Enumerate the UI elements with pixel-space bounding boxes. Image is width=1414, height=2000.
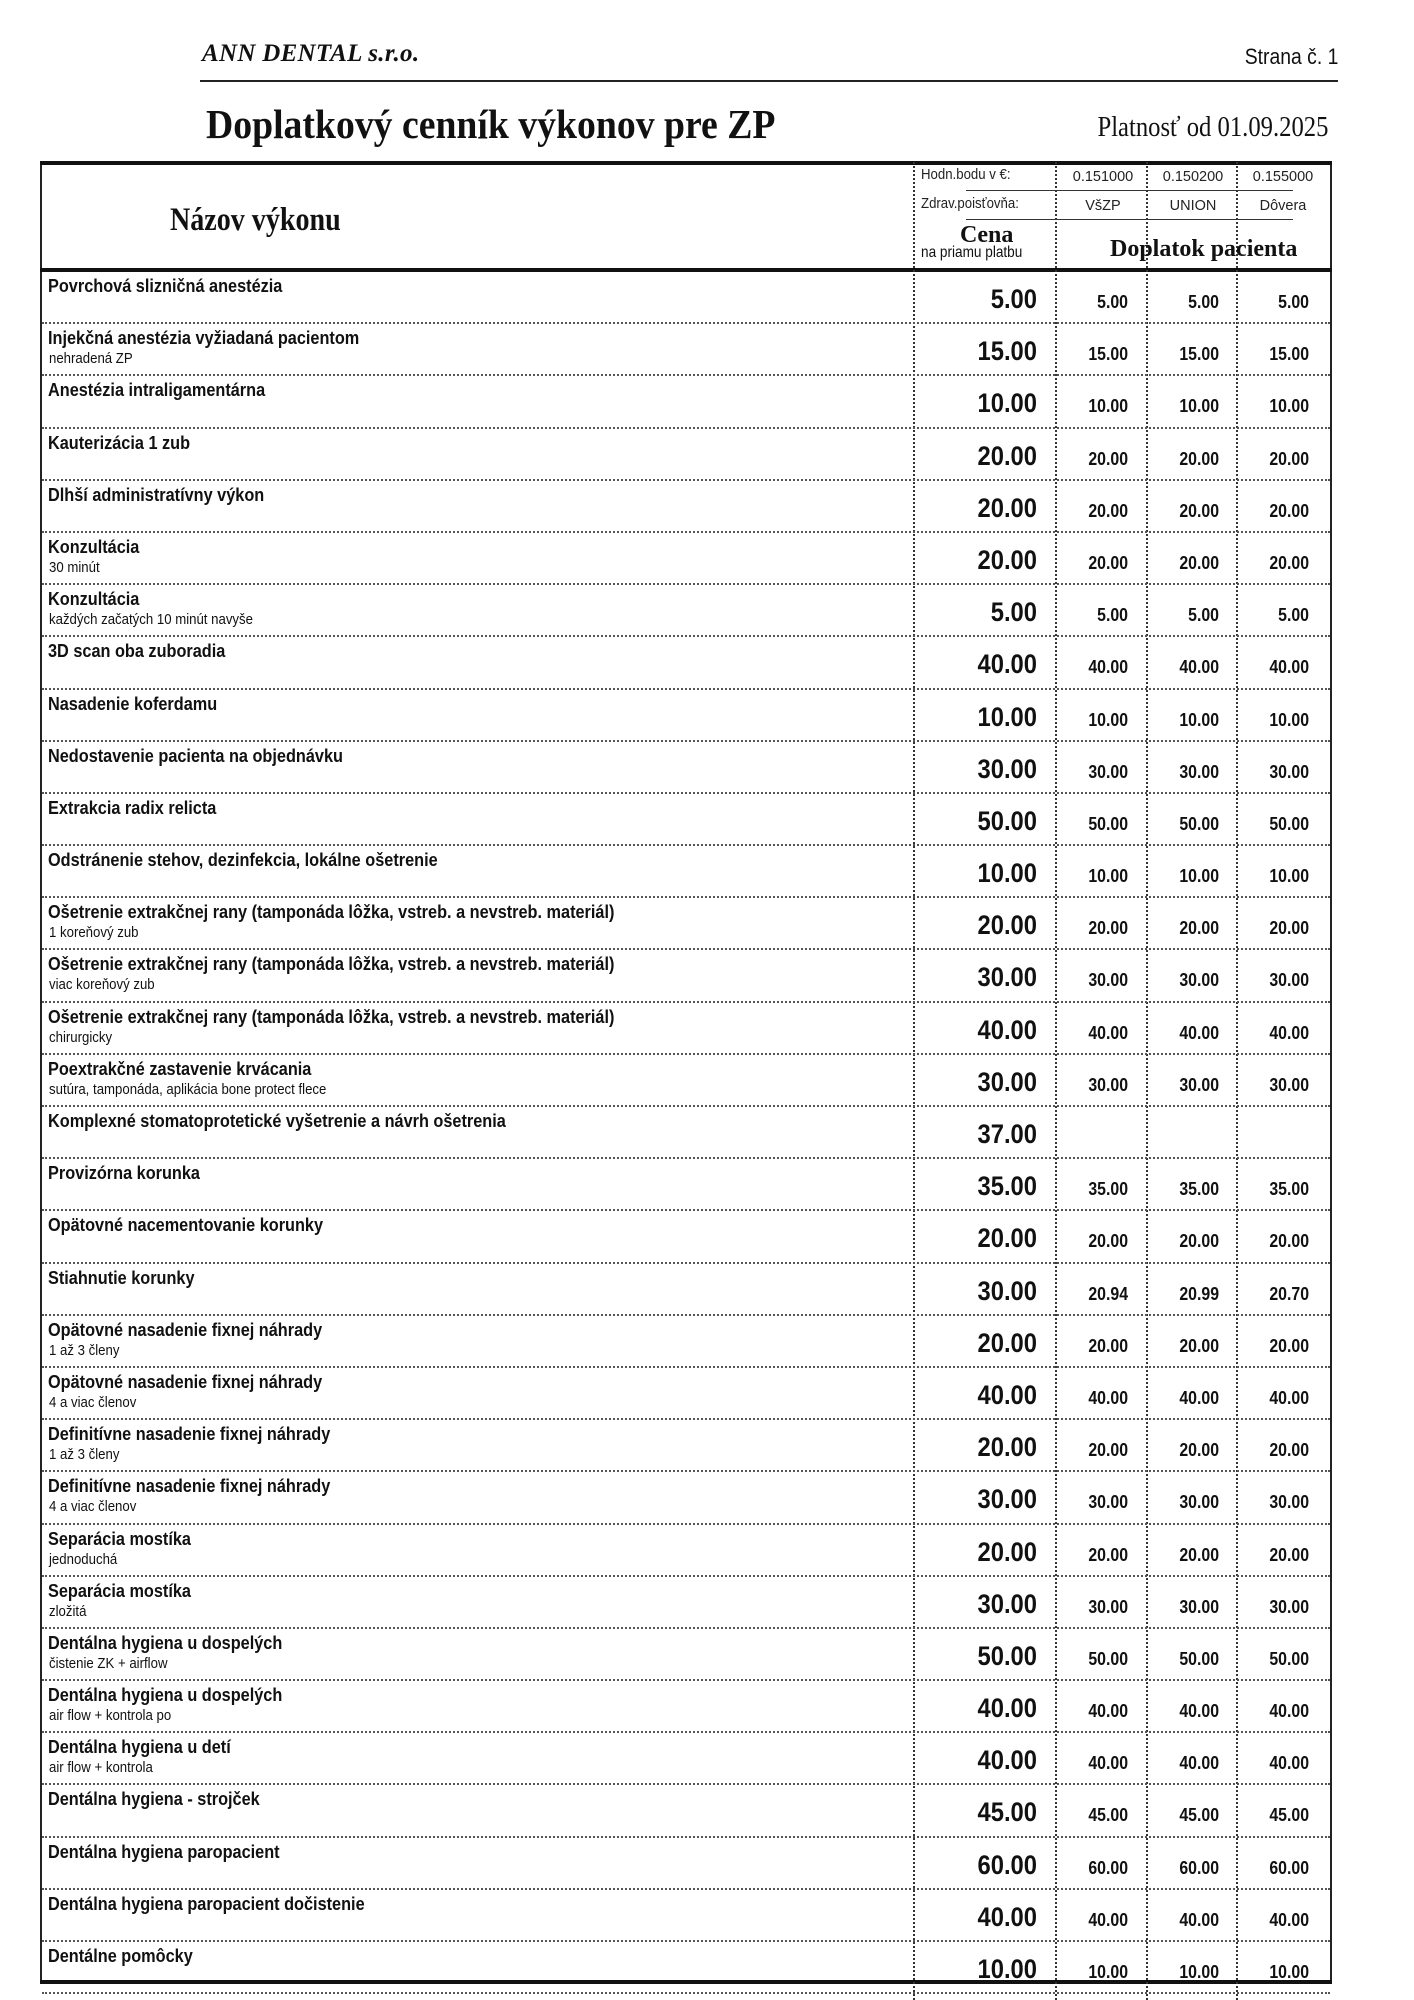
service-note: 1 až 3 členy bbox=[49, 1341, 120, 1359]
copay-dovera: 20.00 bbox=[1269, 500, 1309, 521]
table-row bbox=[42, 1107, 1330, 1159]
copay-vszp: 20.94 bbox=[1088, 1283, 1128, 1304]
service-name: Dentálna hygiena - strojček bbox=[48, 1788, 260, 1810]
copay-union: 20.00 bbox=[1179, 1440, 1219, 1461]
service-name: Opätovné nasadenie fixnej náhrady bbox=[48, 1370, 323, 1392]
validity-date: Platnosť od 01.09.2025 bbox=[1097, 112, 1328, 143]
direct-price: 60.00 bbox=[977, 1849, 1037, 1880]
service-name: Injekčná anestézia vyžiadaná pacientom bbox=[48, 327, 360, 349]
direct-price: 30.00 bbox=[977, 1275, 1037, 1306]
copay-union: 20.99 bbox=[1179, 1283, 1219, 1304]
copay-dovera: 5.00 bbox=[1278, 605, 1309, 626]
copay-dovera: 40.00 bbox=[1269, 1909, 1309, 1930]
direct-price: 20.00 bbox=[977, 544, 1037, 575]
copay-union: 20.00 bbox=[1179, 1231, 1219, 1252]
direct-price: 20.00 bbox=[977, 492, 1037, 523]
service-name: Separácia mostíka bbox=[48, 1527, 191, 1549]
direct-price: 45.00 bbox=[977, 1797, 1037, 1828]
service-note: 30 minút bbox=[49, 558, 100, 576]
page-number: Strana č. 1 bbox=[1244, 44, 1338, 69]
copay-dovera: 45.00 bbox=[1269, 1805, 1309, 1826]
copay-union: 30.00 bbox=[1179, 761, 1219, 782]
direct-price: 10.00 bbox=[977, 388, 1037, 419]
direct-price: 5.00 bbox=[990, 597, 1037, 628]
service-name: Ošetrenie extrakčnej rany (tamponáda lôžka, vstreb. a nevstreb. materiál) bbox=[48, 953, 615, 975]
column-header-name: Názov výkonu bbox=[170, 202, 341, 238]
copay-dovera: 20.00 bbox=[1269, 1544, 1309, 1565]
copay-vszp: 30.00 bbox=[1088, 761, 1128, 782]
table-body bbox=[42, 272, 1330, 1994]
service-name: Komplexné stomatoprotetické vyšetrenie a návrh ošetrenia bbox=[48, 1110, 506, 1131]
direct-price: 30.00 bbox=[977, 753, 1037, 784]
table-row bbox=[42, 1577, 1330, 1629]
table-row bbox=[42, 898, 1330, 950]
copay-vszp: 15.00 bbox=[1088, 344, 1128, 365]
table-row bbox=[42, 950, 1330, 1002]
copay-vszp: 40.00 bbox=[1088, 1753, 1128, 1774]
service-note: air flow + kontrola bbox=[49, 1759, 153, 1777]
copay-dovera: 40.00 bbox=[1269, 657, 1309, 678]
service-name: Konzultácia bbox=[48, 535, 140, 557]
copay-union: 20.00 bbox=[1179, 448, 1219, 469]
service-note: 1 až 3 členy bbox=[49, 1446, 120, 1464]
copay-vszp: 35.00 bbox=[1088, 1179, 1128, 1200]
table-row bbox=[42, 272, 1330, 324]
vszp-insurer: VšZP bbox=[1085, 198, 1121, 214]
direct-price: 5.00 bbox=[990, 284, 1037, 314]
direct-price: 20.00 bbox=[977, 1327, 1037, 1358]
copay-union: 5.00 bbox=[1188, 292, 1219, 312]
copay-vszp: 60.00 bbox=[1088, 1857, 1128, 1878]
service-name: Dentálna hygiena u dospelých bbox=[48, 1631, 283, 1653]
table-row bbox=[42, 1211, 1330, 1263]
table-row bbox=[42, 1785, 1330, 1837]
copay-dovera: 50.00 bbox=[1269, 1648, 1309, 1669]
copay-vszp: 5.00 bbox=[1097, 605, 1128, 626]
direct-price: 30.00 bbox=[977, 962, 1037, 993]
service-name: 3D scan oba zuboradia bbox=[48, 640, 226, 662]
copay-dovera: 40.00 bbox=[1269, 1701, 1309, 1722]
direct-price: 40.00 bbox=[977, 1014, 1037, 1045]
copay-dovera: 40.00 bbox=[1269, 1753, 1309, 1774]
copay-vszp: 10.00 bbox=[1088, 396, 1128, 417]
service-note: chirurgicky bbox=[49, 1028, 113, 1046]
union-insurer: UNION bbox=[1169, 198, 1217, 214]
service-name: Stiahnutie korunky bbox=[48, 1266, 195, 1288]
copay-union: 5.00 bbox=[1188, 605, 1219, 626]
copay-dovera: 30.00 bbox=[1269, 761, 1309, 782]
service-note: jednoduchá bbox=[49, 1550, 118, 1568]
copay-vszp: 30.00 bbox=[1088, 1596, 1128, 1617]
copay-union: 30.00 bbox=[1179, 1074, 1219, 1095]
copay-vszp: 5.00 bbox=[1097, 292, 1128, 312]
table-row bbox=[42, 1055, 1330, 1107]
table-row bbox=[42, 794, 1330, 846]
table-row bbox=[42, 690, 1330, 742]
copay-vszp: 40.00 bbox=[1088, 1909, 1128, 1930]
table-row bbox=[42, 1003, 1330, 1055]
service-name: Dentálna hygiena paropacient bbox=[48, 1840, 280, 1862]
service-name: Nasadenie koferdamu bbox=[48, 692, 218, 714]
table-row bbox=[42, 1942, 1330, 1994]
copay-union: 10.00 bbox=[1179, 866, 1219, 887]
copay-union: 10.00 bbox=[1179, 709, 1219, 730]
copay-vszp: 30.00 bbox=[1088, 1492, 1128, 1513]
copay-vszp: 20.00 bbox=[1088, 1335, 1128, 1356]
service-name: Nedostavenie pacienta na objednávku bbox=[48, 744, 343, 766]
direct-price: 40.00 bbox=[977, 649, 1037, 680]
service-name: Definitívne nasadenie fixnej náhrady bbox=[48, 1475, 331, 1497]
direct-price: 10.00 bbox=[977, 701, 1037, 732]
table-row bbox=[42, 1629, 1330, 1681]
copay-dovera: 20.00 bbox=[1269, 1231, 1309, 1252]
service-name: Opätovné nasadenie fixnej náhrady bbox=[48, 1318, 323, 1340]
direct-price: 20.00 bbox=[977, 440, 1037, 471]
point-value-label: Hodn.bodu v €: bbox=[921, 166, 1011, 183]
copay-union: 40.00 bbox=[1179, 1387, 1219, 1408]
copay-union: 20.00 bbox=[1179, 1335, 1219, 1356]
direct-price: 40.00 bbox=[977, 1901, 1037, 1932]
table-row bbox=[42, 1525, 1330, 1577]
copay-vszp: 40.00 bbox=[1088, 1701, 1128, 1722]
direct-price: 30.00 bbox=[977, 1484, 1037, 1515]
service-note: 4 a viac členov bbox=[49, 1498, 137, 1516]
copay-union: 20.00 bbox=[1179, 552, 1219, 573]
copay-dovera: 20.00 bbox=[1269, 448, 1309, 469]
service-name: Anestézia intraligamentárna bbox=[48, 379, 266, 401]
direct-price: 50.00 bbox=[977, 805, 1037, 836]
service-name: Povrchová slizničná anestézia bbox=[48, 275, 283, 296]
table-row bbox=[42, 1420, 1330, 1472]
table-row bbox=[42, 1472, 1330, 1524]
copay-union: 20.00 bbox=[1179, 500, 1219, 521]
direct-price: 40.00 bbox=[977, 1745, 1037, 1776]
direct-price: 50.00 bbox=[977, 1640, 1037, 1671]
service-note: každých začatých 10 minút navyše bbox=[49, 611, 253, 629]
direct-price: 37.00 bbox=[977, 1119, 1037, 1149]
dovera-insurer: Dôvera bbox=[1259, 198, 1307, 214]
copay-dovera: 20.70 bbox=[1269, 1283, 1309, 1304]
service-name: Definitívne nasadenie fixnej náhrady bbox=[48, 1423, 331, 1445]
insurer-label: Zdrav.poisťovňa: bbox=[921, 195, 1019, 212]
service-note: zložitá bbox=[49, 1602, 87, 1620]
direct-price: 30.00 bbox=[977, 1066, 1037, 1097]
header-underline bbox=[966, 219, 1293, 220]
copay-union: 30.00 bbox=[1179, 1596, 1219, 1617]
service-name: Provizórna korunka bbox=[48, 1162, 200, 1184]
table-row bbox=[42, 481, 1330, 533]
copay-union: 50.00 bbox=[1179, 1648, 1219, 1669]
header-underline bbox=[966, 190, 1293, 191]
copay-vszp: 30.00 bbox=[1088, 970, 1128, 991]
copay-dovera: 30.00 bbox=[1269, 1596, 1309, 1617]
dovera-point-value: 0.155000 bbox=[1252, 169, 1314, 185]
direct-price: 35.00 bbox=[977, 1171, 1037, 1202]
copay-vszp: 20.00 bbox=[1088, 1231, 1128, 1252]
copay-dovera: 50.00 bbox=[1269, 813, 1309, 834]
copay-dovera: 10.00 bbox=[1269, 396, 1309, 417]
copay-vszp: 30.00 bbox=[1088, 1074, 1128, 1095]
table-row bbox=[42, 1733, 1330, 1785]
column-header-copay: Doplatok pacienta bbox=[1110, 236, 1298, 262]
copay-union: 40.00 bbox=[1179, 657, 1219, 678]
copay-union: 40.00 bbox=[1179, 1909, 1219, 1930]
copay-dovera: 10.00 bbox=[1269, 866, 1309, 887]
copay-vszp: 20.00 bbox=[1088, 1440, 1128, 1461]
table-row bbox=[42, 376, 1330, 428]
vszp-point-value: 0.151000 bbox=[1072, 169, 1134, 185]
copay-vszp: 40.00 bbox=[1088, 1387, 1128, 1408]
table-row bbox=[42, 1264, 1330, 1316]
direct-price: 40.00 bbox=[977, 1379, 1037, 1410]
service-name: Opätovné nacementovanie korunky bbox=[48, 1214, 324, 1236]
copay-union: 10.00 bbox=[1179, 396, 1219, 417]
service-name: Kauterizácia 1 zub bbox=[48, 431, 191, 453]
service-name: Dentálne pomôcky bbox=[48, 1945, 193, 1966]
direct-price: 20.00 bbox=[977, 910, 1037, 941]
copay-union: 35.00 bbox=[1179, 1179, 1219, 1200]
service-name: Konzultácia bbox=[48, 588, 140, 610]
copay-dovera: 30.00 bbox=[1269, 970, 1309, 991]
table-row bbox=[42, 1838, 1330, 1890]
copay-dovera: 35.00 bbox=[1269, 1179, 1309, 1200]
column-header-price-sub: na priamu platbu bbox=[921, 244, 1023, 261]
service-note: viac koreňový zub bbox=[49, 976, 155, 994]
service-name: Dentálna hygiena u dospelých bbox=[48, 1684, 283, 1706]
table-row bbox=[42, 324, 1330, 376]
service-name: Separácia mostíka bbox=[48, 1579, 191, 1601]
copay-dovera: 20.00 bbox=[1269, 1440, 1309, 1461]
copay-union: 30.00 bbox=[1179, 970, 1219, 991]
service-note: sutúra, tamponáda, aplikácia bone protect flece bbox=[49, 1080, 327, 1098]
table-top-border bbox=[40, 161, 1332, 165]
copay-vszp: 20.00 bbox=[1088, 448, 1128, 469]
direct-price: 40.00 bbox=[977, 1693, 1037, 1724]
copay-dovera: 30.00 bbox=[1269, 1074, 1309, 1095]
service-name: Ošetrenie extrakčnej rany (tamponáda lôžka, vstreb. a nevstreb. materiál) bbox=[48, 1005, 615, 1027]
copay-vszp: 10.00 bbox=[1088, 709, 1128, 730]
service-note: nehradená ZP bbox=[49, 350, 133, 368]
table-row bbox=[42, 1159, 1330, 1211]
copay-dovera: 30.00 bbox=[1269, 1492, 1309, 1513]
copay-dovera: 20.00 bbox=[1269, 552, 1309, 573]
copay-vszp: 40.00 bbox=[1088, 657, 1128, 678]
copay-vszp: 20.00 bbox=[1088, 1544, 1128, 1565]
table-row bbox=[42, 846, 1330, 898]
direct-price: 30.00 bbox=[977, 1588, 1037, 1619]
direct-price: 20.00 bbox=[977, 1536, 1037, 1567]
copay-union: 10.00 bbox=[1179, 1962, 1219, 1982]
service-note: čistenie ZK + airflow bbox=[49, 1654, 168, 1672]
table-row bbox=[42, 429, 1330, 481]
copay-union: 45.00 bbox=[1179, 1805, 1219, 1826]
copay-dovera: 40.00 bbox=[1269, 1022, 1309, 1043]
direct-price: 15.00 bbox=[977, 336, 1037, 367]
service-name: Poextrakčné zastavenie krvácania bbox=[48, 1057, 312, 1079]
direct-price: 20.00 bbox=[977, 1432, 1037, 1463]
direct-price: 10.00 bbox=[977, 1954, 1037, 1984]
service-note: air flow + kontrola po bbox=[49, 1707, 172, 1725]
union-point-value: 0.150200 bbox=[1162, 169, 1224, 185]
service-name: Dentálna hygiena paropacient dočistenie bbox=[48, 1892, 365, 1914]
copay-union: 15.00 bbox=[1179, 344, 1219, 365]
service-note: 4 a viac členov bbox=[49, 1393, 137, 1411]
copay-dovera: 20.00 bbox=[1269, 918, 1309, 939]
copay-vszp: 10.00 bbox=[1088, 866, 1128, 887]
copay-union: 20.00 bbox=[1179, 918, 1219, 939]
copay-vszp: 40.00 bbox=[1088, 1022, 1128, 1043]
service-name: Extrakcia radix relicta bbox=[48, 796, 217, 818]
table-row bbox=[42, 1368, 1330, 1420]
copay-dovera: 5.00 bbox=[1278, 292, 1309, 312]
copay-dovera: 20.00 bbox=[1269, 1335, 1309, 1356]
copay-union: 30.00 bbox=[1179, 1492, 1219, 1513]
copay-vszp: 20.00 bbox=[1088, 500, 1128, 521]
company-name: ANN DENTAL s.r.o. bbox=[202, 40, 420, 67]
copay-vszp: 20.00 bbox=[1088, 918, 1128, 939]
copay-dovera: 40.00 bbox=[1269, 1387, 1309, 1408]
table-row bbox=[42, 742, 1330, 794]
copay-dovera: 10.00 bbox=[1269, 1962, 1309, 1982]
table-row bbox=[42, 1681, 1330, 1733]
table-row bbox=[42, 1316, 1330, 1368]
copay-union: 40.00 bbox=[1179, 1022, 1219, 1043]
header-rule bbox=[200, 80, 1338, 82]
column-header-price: Cena bbox=[960, 222, 1014, 248]
copay-vszp: 10.00 bbox=[1088, 1962, 1128, 1982]
service-note: 1 koreňový zub bbox=[49, 924, 139, 942]
copay-vszp: 45.00 bbox=[1088, 1805, 1128, 1826]
copay-vszp: 50.00 bbox=[1088, 813, 1128, 834]
copay-dovera: 15.00 bbox=[1269, 344, 1309, 365]
copay-vszp: 50.00 bbox=[1088, 1648, 1128, 1669]
direct-price: 20.00 bbox=[977, 1223, 1037, 1254]
service-name: Ošetrenie extrakčnej rany (tamponáda lôžka, vstreb. a nevstreb. materiál) bbox=[48, 901, 615, 923]
service-name: Dentálna hygiena u detí bbox=[48, 1736, 231, 1758]
table-row bbox=[42, 1890, 1330, 1942]
table-row bbox=[42, 637, 1330, 689]
copay-union: 50.00 bbox=[1179, 813, 1219, 834]
service-name: Dlhší administratívny výkon bbox=[48, 483, 265, 505]
copay-union: 40.00 bbox=[1179, 1701, 1219, 1722]
table-row bbox=[42, 585, 1330, 637]
direct-price: 10.00 bbox=[977, 858, 1037, 889]
copay-union: 60.00 bbox=[1179, 1857, 1219, 1878]
copay-vszp: 20.00 bbox=[1088, 552, 1128, 573]
table-row bbox=[42, 533, 1330, 585]
copay-union: 20.00 bbox=[1179, 1544, 1219, 1565]
service-name: Odstránenie stehov, dezinfekcia, lokálne ošetrenie bbox=[48, 849, 438, 871]
copay-union: 40.00 bbox=[1179, 1753, 1219, 1774]
copay-dovera: 10.00 bbox=[1269, 709, 1309, 730]
copay-dovera: 60.00 bbox=[1269, 1857, 1309, 1878]
document-title: Doplatkový cenník výkonov pre ZP bbox=[206, 101, 776, 147]
